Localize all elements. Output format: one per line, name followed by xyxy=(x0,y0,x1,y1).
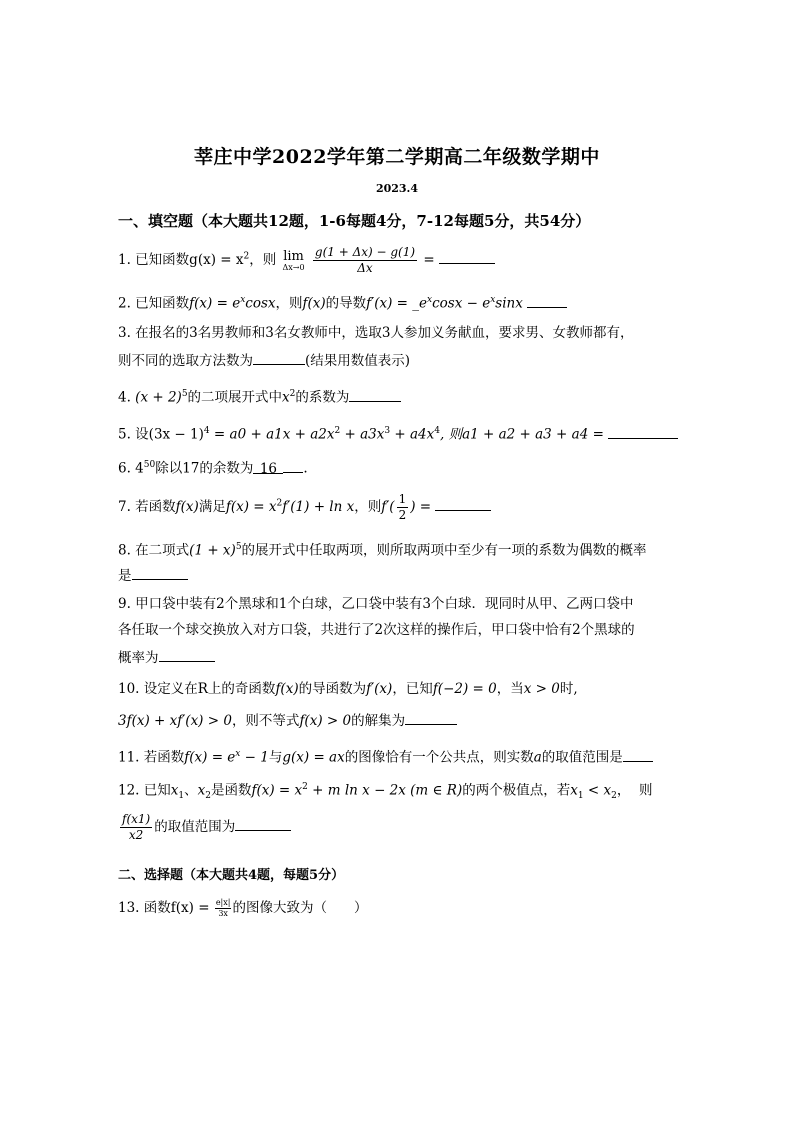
answer-blank[interactable] xyxy=(435,496,491,511)
question-8-line-2: 是 xyxy=(118,565,188,586)
question-5: 5. 设$(3x - 1)^4 = a0 + a1x + a2x^2 + a3x^3 + a4x^4$, 则a1 + a2 + a3 + a4 = xyxy=(118,421,678,445)
question-3-line-1: 3. 在报名的3名男教师和3名女教师中，选取3人参加义务献血，要求男、女教师都有， xyxy=(118,325,634,341)
section-fill-in: 一、填空题（本大题共12题，1-6每题4分，7-12每题5分，共54分） xyxy=(118,212,591,230)
answer-blank[interactable] xyxy=(132,565,188,580)
answer-blank[interactable] xyxy=(253,350,305,365)
question-9-line-2: 各任取一个球交换放入对方口袋，共进行了2次这样的操作后，甲口袋中恰有2个黑球的 xyxy=(118,622,635,638)
q12-fraction: $\frac{f(x1)}{x2}$ xyxy=(122,812,151,842)
answer-blank[interactable] xyxy=(527,293,567,308)
question-3-line-2: 则不同的选取方法数为 (结果用数值表示) xyxy=(118,350,410,371)
question-10-line-2: 3f(x) + xf′(x) > 0，则不等式f(x) > 0的解集为 xyxy=(118,710,457,731)
section-multiple-choice: 二、选择题（本大题共4题，每题5分） xyxy=(118,868,345,883)
limit-symbol: lim Δx→0 xyxy=(282,248,305,272)
question-9-line-1: 9. 甲口袋中装有2个黑球和1个白球，乙口袋中装有3个白球．现同时从甲、乙两口袋中 xyxy=(118,596,634,612)
question-7: 7. 若函数f(x)满足$f(x) = x^2f'(1) + \ln x$，则f′( $\frac{1}{2}$ ) = xyxy=(118,492,491,523)
question-1: 1. 已知函数$g(x) = x^2$，则 lim Δx→0 $\frac{g(1 + \Delta x) - g(1)}{\Delta x}$ = xyxy=(118,245,495,276)
question-6: 6. $4^{50}$除以17的余数为 16 . xyxy=(118,455,308,479)
question-8-line-1: 8. 在二项式$(1 + x)^5$的展开式中任取两项，则所取两项中至少有一项的系数为偶数的概率 xyxy=(118,542,647,559)
question-9-line-3: 概率为 xyxy=(118,647,215,668)
q13-fraction: $\frac{e|x|}{3x}$ xyxy=(215,898,231,918)
question-12-line-2: $\frac{f(x1)}{x2}$ 的取值范围为 xyxy=(118,812,291,843)
question-11: 11. 若函数$f(x) = e^x - 1$与g(x) = ax的图像恰有一个公共点，则实数a的取值范围是 xyxy=(118,744,653,768)
one-half-fraction: $\frac{1}{2}$ xyxy=(398,492,407,522)
question-10-line-1: 10. 设定义在R上的奇函数f(x)的导函数为f′(x)，已知f(−2) = 0，当x > 0时, xyxy=(118,681,578,697)
q1-fraction: $\frac{g(1 + \Delta x) - g(1)}{\Delta x}$ xyxy=(314,245,416,275)
answer-blank[interactable] xyxy=(235,816,291,831)
answer-blank[interactable] xyxy=(608,424,678,439)
answer-blank[interactable] xyxy=(623,747,653,762)
answer-blank[interactable]: 16 xyxy=(253,459,283,474)
answer-blank[interactable] xyxy=(349,387,401,402)
question-12-line-1: 12. 已知$x_1$、$x_2$是函数$f(x) = x^2 + m$ ln x − 2x (m ∈ R)的两个极值点，若$x_1 < x_2$， 则 xyxy=(118,782,653,802)
question-2: 2. 已知函数$f(x) = e^x\cos x$，则f(x)的导数$f'(x) = \_e^x\cos x - e^x\sin x$ xyxy=(118,290,567,314)
question-13: 13. 函数f(x) = $\frac{e|x|}{3x}$ 的图像大致为（ ） xyxy=(118,898,368,918)
page-title: 莘庄中学2022学年第二学期高二年级数学期中 xyxy=(194,146,600,168)
answer-blank[interactable] xyxy=(405,710,457,725)
answer-blank[interactable] xyxy=(159,647,215,662)
question-4: 4. $(x + 2)^5$的二项展开式中$x^2$的系数为 xyxy=(118,384,401,408)
answer-blank[interactable] xyxy=(439,249,495,264)
exam-date: 2023.4 xyxy=(375,182,419,195)
